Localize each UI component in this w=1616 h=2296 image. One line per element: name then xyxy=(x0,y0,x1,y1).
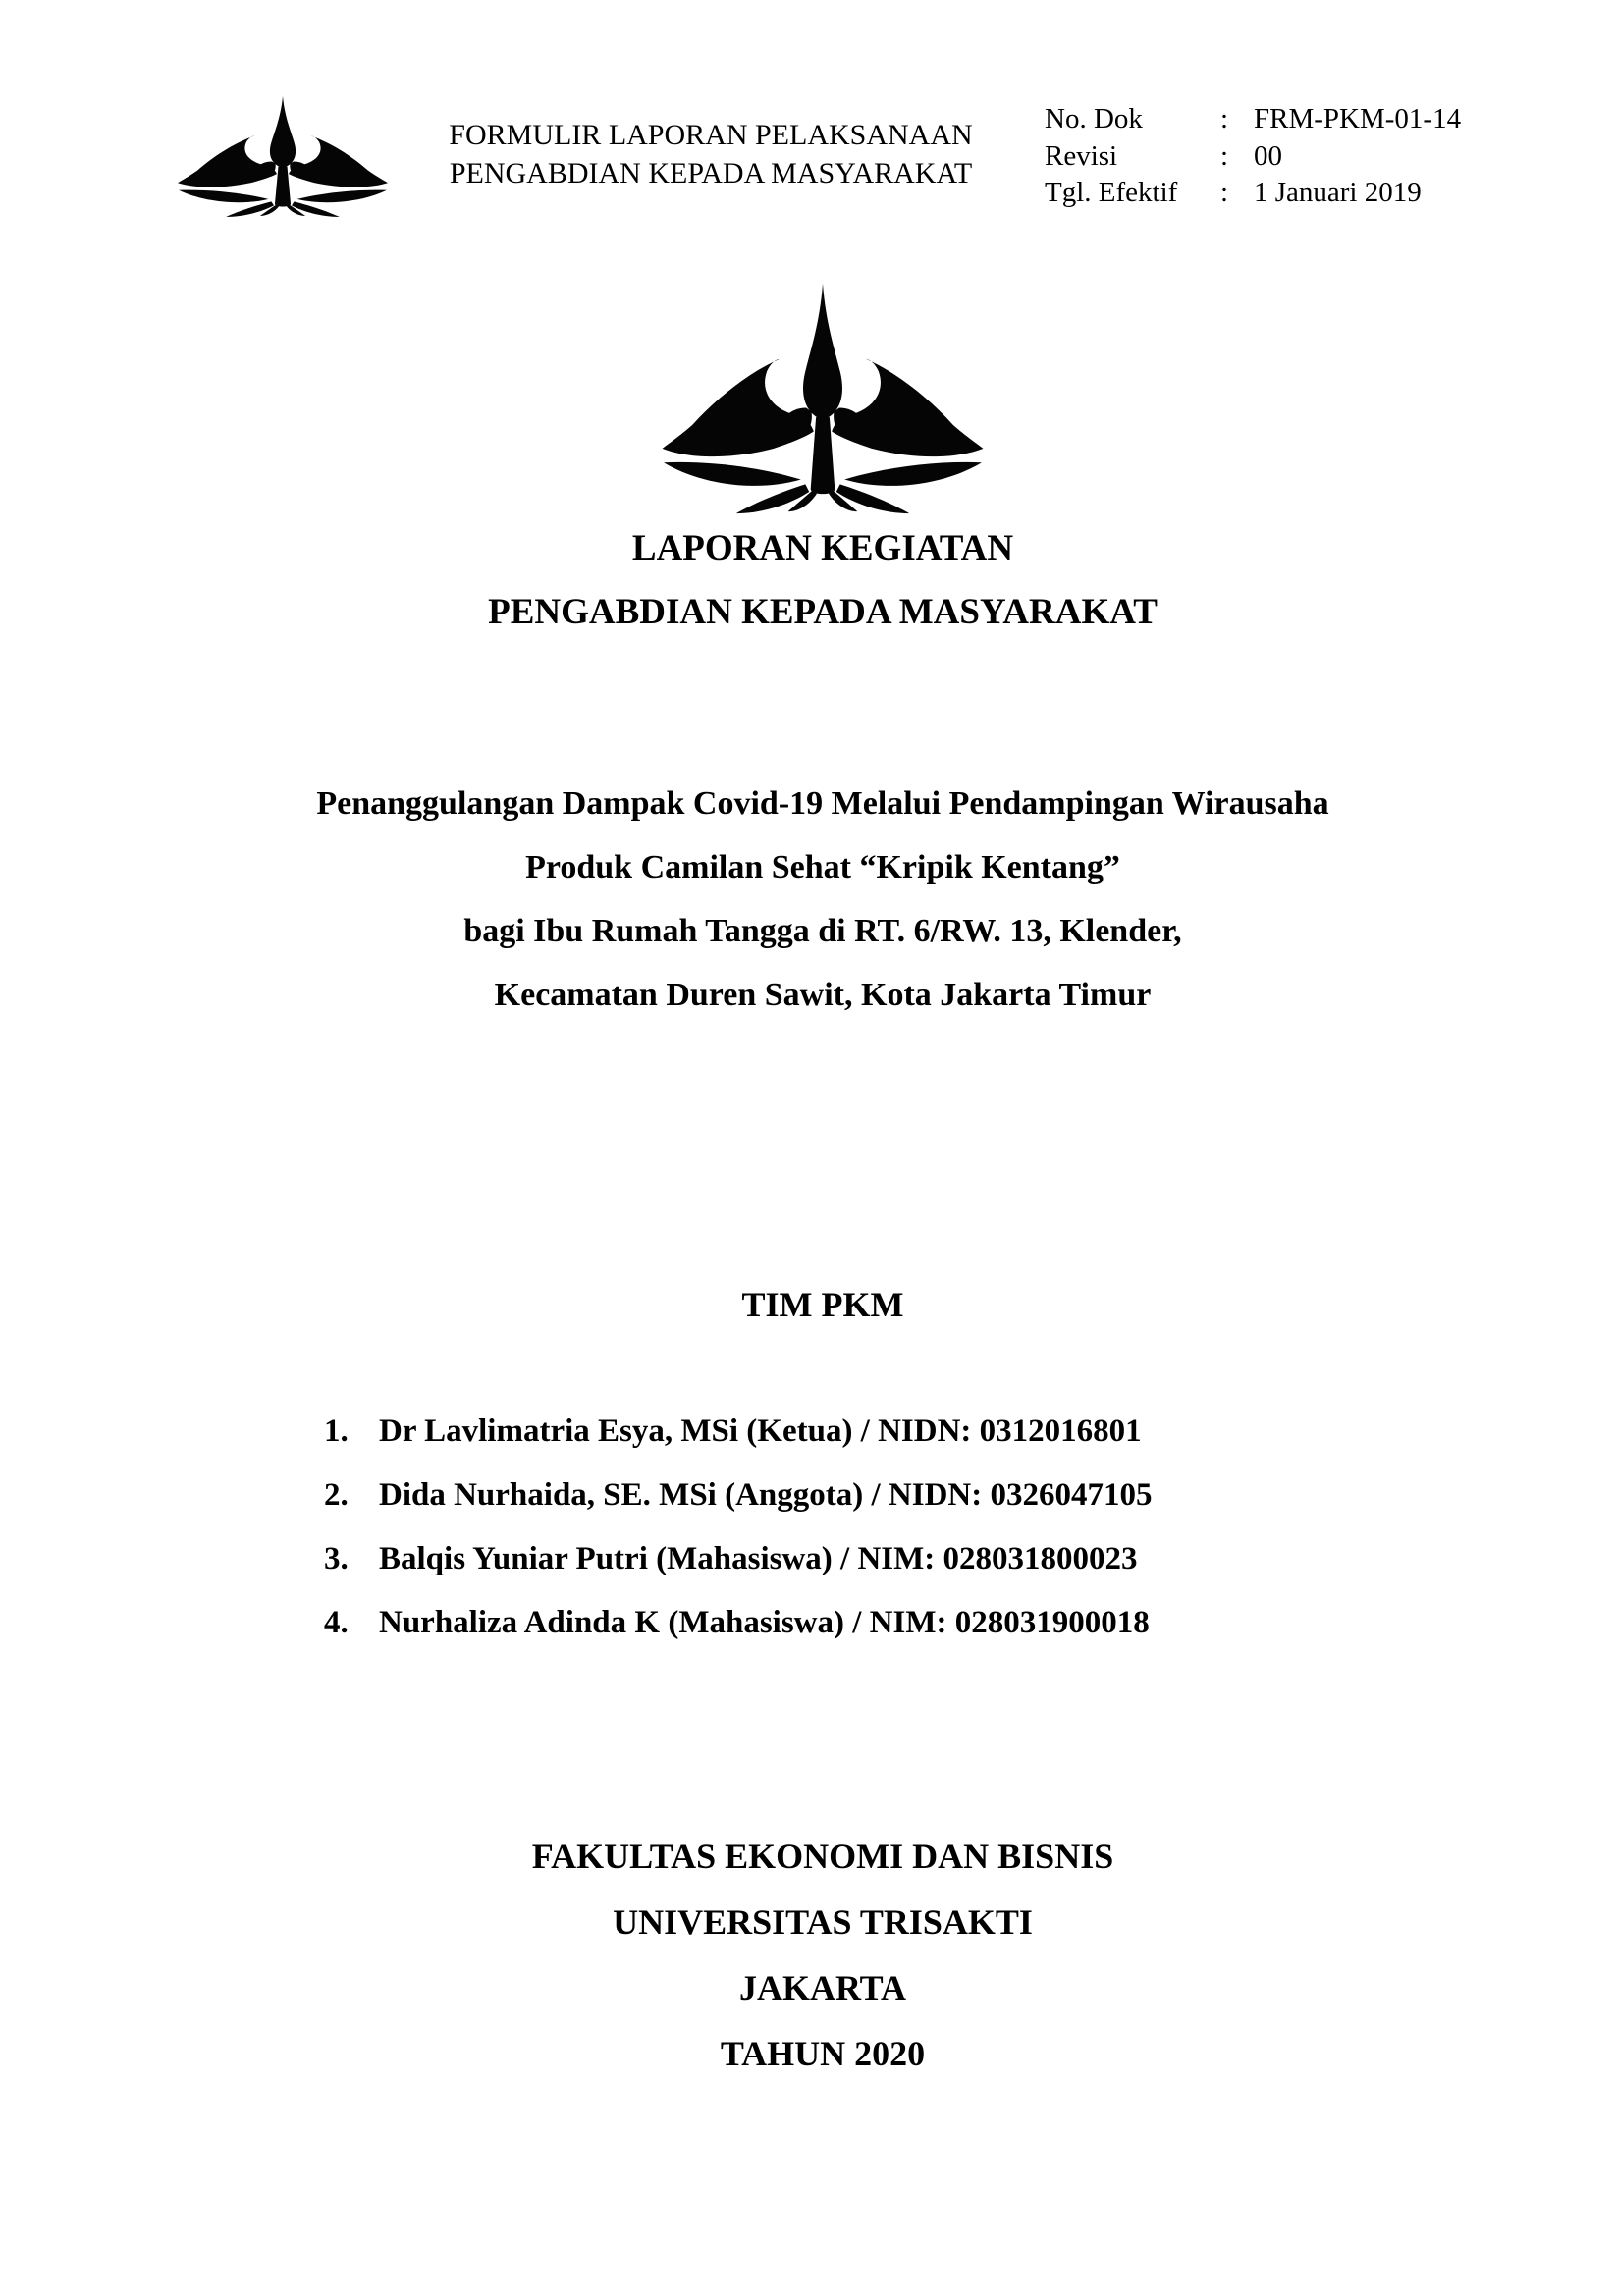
activity-title-line: Penanggulangan Dampak Covid-19 Melalui Pendampingan Wirausaha xyxy=(316,785,1329,822)
team-heading: TIM PKM xyxy=(741,1285,904,1324)
doc-info-value: 00 xyxy=(1254,139,1282,172)
team-member-text: Balqis Yuniar Putri (Mahasiswa) / NIM: 028031800023 xyxy=(379,1541,1138,1576)
team-member-text: Dr Lavlimatria Esya, MSi (Ketua) / NIDN: 0312016801 xyxy=(379,1414,1142,1449)
doc-info-colon: : xyxy=(1220,177,1229,208)
trisakti-logo-small xyxy=(177,94,389,218)
doc-info-value: FRM-PKM-01-14 xyxy=(1254,103,1462,134)
doc-info-label: Tgl. Efektif xyxy=(1045,177,1178,208)
footer-line-year: TAHUN 2020 xyxy=(720,2034,926,2073)
team-member-row xyxy=(324,1400,1153,1464)
team-member-row xyxy=(324,1591,1153,1655)
doc-info-value: 1 Januari 2019 xyxy=(1254,177,1422,208)
activity-title-line: bagi Ibu Rumah Tangga di RT. 6/RW. 13, Klender, xyxy=(463,913,1182,949)
team-member-list xyxy=(324,1400,1153,1655)
team-member-text: Nurhaliza Adinda K (Mahasiswa) / NIM: 028031900018 xyxy=(379,1605,1150,1640)
form-title-line2: PENGABDIAN KEPADA MASYARAKAT xyxy=(449,157,973,189)
institution-footer xyxy=(29,1824,1616,2087)
team-member-row xyxy=(324,1464,1153,1527)
report-heading xyxy=(29,516,1616,644)
footer-line-faculty: FAKULTAS EKONOMI DAN BISNIS xyxy=(531,1837,1114,1876)
doc-info-label: No. Dok xyxy=(1045,103,1143,134)
team-member-row xyxy=(324,1527,1153,1591)
team-member-number: 2. xyxy=(324,1477,349,1513)
team-member-text: Dida Nurhaida, SE. MSi (Anggota) / NIDN: 0326047105 xyxy=(379,1477,1153,1513)
doc-info-table xyxy=(1045,101,1461,212)
trisakti-logo-icon xyxy=(661,280,985,515)
doc-info-colon: : xyxy=(1220,139,1229,172)
doc-info-label: Revisi xyxy=(1045,139,1118,172)
report-heading-line2: PENGABDIAN KEPADA MASYARAKAT xyxy=(488,592,1158,632)
team-member-number: 4. xyxy=(324,1605,349,1640)
form-header-title xyxy=(406,116,1015,192)
doc-info-colon: : xyxy=(1220,103,1229,134)
team-member-number: 1. xyxy=(324,1414,349,1449)
footer-line-city: JAKARTA xyxy=(738,1968,907,2007)
report-heading-line1: LAPORAN KEGIATAN xyxy=(631,528,1014,568)
trisakti-logo-large xyxy=(661,280,985,515)
activity-title-line: Produk Camilan Sehat “Kripik Kentang” xyxy=(525,849,1120,885)
team-member-number: 3. xyxy=(324,1541,349,1576)
footer-line-university: UNIVERSITAS TRISAKTI xyxy=(613,1902,1033,1942)
form-title-line1: FORMULIR LAPORAN PELAKSANAAN xyxy=(449,119,973,151)
activity-title xyxy=(29,772,1616,1027)
trisakti-logo-icon xyxy=(177,94,389,218)
activity-title-line: Kecamatan Duren Sawit, Kota Jakarta Timur xyxy=(494,977,1152,1013)
